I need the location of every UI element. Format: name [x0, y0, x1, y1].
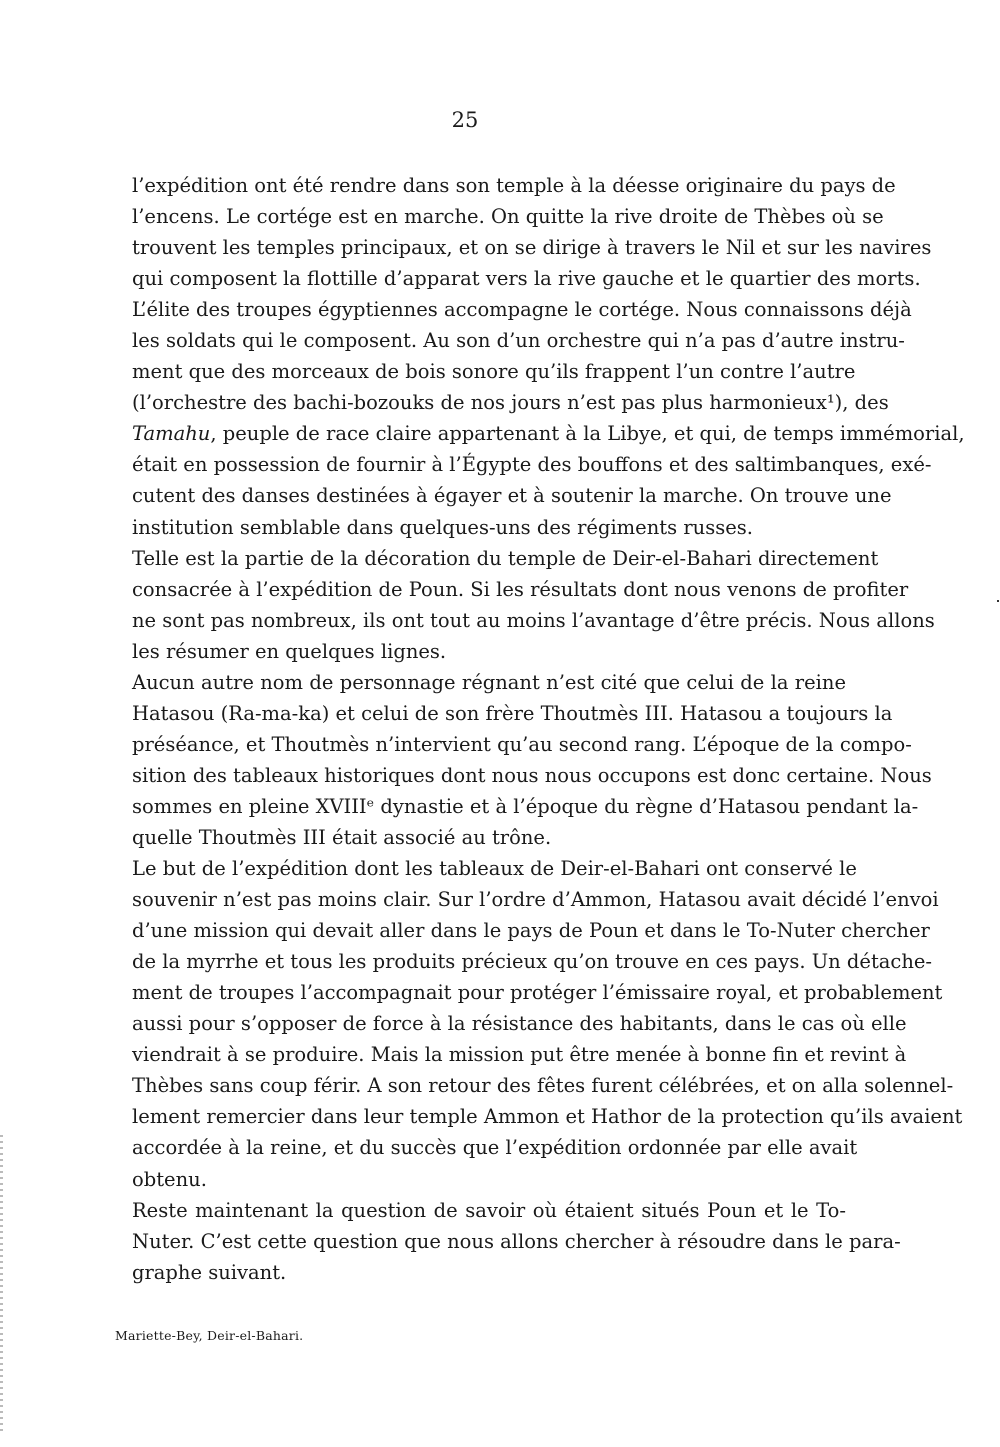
text-line: Nuter. C’est cette question que nous allons chercher à résoudre dans le para-	[132, 1229, 901, 1253]
text-line: sommes en pleine XVIIIᵉ dynastie et à l’époque du règne d’Hatasou pendant la-	[132, 794, 919, 818]
text-line: obtenu.	[132, 1167, 207, 1191]
text-line: L’élite des troupes égyptiennes accompagne le cortége. Nous connaissons déjà	[132, 298, 912, 322]
text-line: Le but de l’expédition dont les tableaux de Deir-el-Bahari ont conservé le	[132, 857, 857, 881]
text-line: de la myrrhe et tous les produits précieux qu’on trouve en ces pays. Un détache-	[132, 950, 933, 974]
text-line: ment que des morceaux de bois sonore qu’ils frappent l’un contre l’autre	[132, 360, 856, 384]
text-line: l’expédition ont été rendre dans son temple à la déesse originaire du pays de	[132, 174, 896, 197]
text-line: aussi pour s’opposer de force à la résistance des habitants, dans le cas où elle	[132, 1012, 907, 1036]
text-line: trouvent les temples principaux, et on se dirige à travers le Nil et sur les navires	[132, 236, 932, 260]
text-line: quelle Thoutmès III était associé au trône.	[132, 825, 552, 849]
text-line: Tamahu, peuple de race claire appartenant à la Libye, et qui, de temps immémorial,	[132, 422, 965, 446]
footnote: Mariette-Bey, Deir-el-Bahari.	[115, 1328, 304, 1343]
text-line: souvenir n’est pas moins clair. Sur l’ordre d’Ammon, Hatasou avait décidé l’envoi	[132, 888, 939, 912]
text-line: ne sont pas nombreux, ils ont tout au moins l’avantage d’être précis. Nous allons	[132, 608, 935, 632]
text-line: sition des tableaux historiques dont nous nous occupons est donc certaine. Nous	[132, 763, 932, 787]
text-line: Telle est la partie de la décoration du temple de Deir-el-Bahari directement	[132, 546, 879, 570]
text-line: d’une mission qui devait aller dans le pays de Poun et dans le To-Nuter chercher	[132, 919, 930, 943]
text-line: l’encens. Le cortége est en marche. On quitte la rive droite de Thèbes où se	[132, 205, 884, 229]
scan-edge	[0, 1135, 3, 1435]
text-line: préséance, et Thoutmès n’intervient qu’au second rang. L’époque de la compo-	[132, 732, 912, 756]
text-line: qui composent la flottille d’apparat vers la rive gauche et le quartier des morts.	[132, 267, 921, 291]
text-line: consacrée à l’expédition de Poun. Si les résultats dont nous venons de profiter	[132, 577, 909, 601]
text-line: était en possession de fournir à l’Égypte des bouffons et des saltimbanques, exé-	[132, 453, 932, 477]
text-line: accordée à la reine, et du succès que l’expédition ordonnée par elle avait	[132, 1136, 858, 1160]
text-line: Thèbes sans coup férir. A son retour des fêtes furent célébrées, et on alla solennel-	[132, 1074, 954, 1098]
text-line: les résumer en quelques lignes.	[132, 639, 447, 663]
text-line: ment de troupes l’accompagnait pour protéger l’émissaire royal, et probablement	[132, 981, 943, 1005]
body-text	[132, 170, 965, 1288]
paragraph	[132, 543, 935, 667]
text-line: les soldats qui le composent. Au son d’un orchestre qui n’a pas d’autre instru-	[132, 329, 905, 353]
margin-speck	[997, 600, 999, 602]
text-line: Hatasou (Ra-ma-ka) et celui de son frère Thoutmès III. Hatasou a toujours la	[132, 701, 893, 725]
text-line: lement remercier dans leur temple Ammon et Hathor de la protection qu’ils avaient	[132, 1105, 963, 1129]
paragraph	[132, 1195, 901, 1288]
text-line: graphe suivant.	[132, 1260, 287, 1284]
text-line: institution semblable dans quelques-uns des régiments russes.	[132, 515, 753, 539]
text-line: viendrait à se produire. Mais la mission put être menée à bonne fin et revint à	[132, 1043, 907, 1067]
paragraph	[132, 853, 963, 1195]
text-line: Reste maintenant la question de savoir où étaient situés Poun et le To-	[132, 1198, 846, 1222]
text-line: (l’orchestre des bachi-bozouks de nos jours n’est pas plus harmonieux¹), des	[132, 391, 889, 415]
paragraph	[132, 170, 965, 543]
text-line: cutent des danses destinées à égayer et à soutenir la marche. On trouve une	[132, 484, 892, 508]
text-line: Aucun autre nom de personnage régnant n’est cité que celui de la reine	[132, 670, 846, 694]
page-number: 25	[451, 108, 479, 132]
paragraph	[132, 667, 932, 853]
